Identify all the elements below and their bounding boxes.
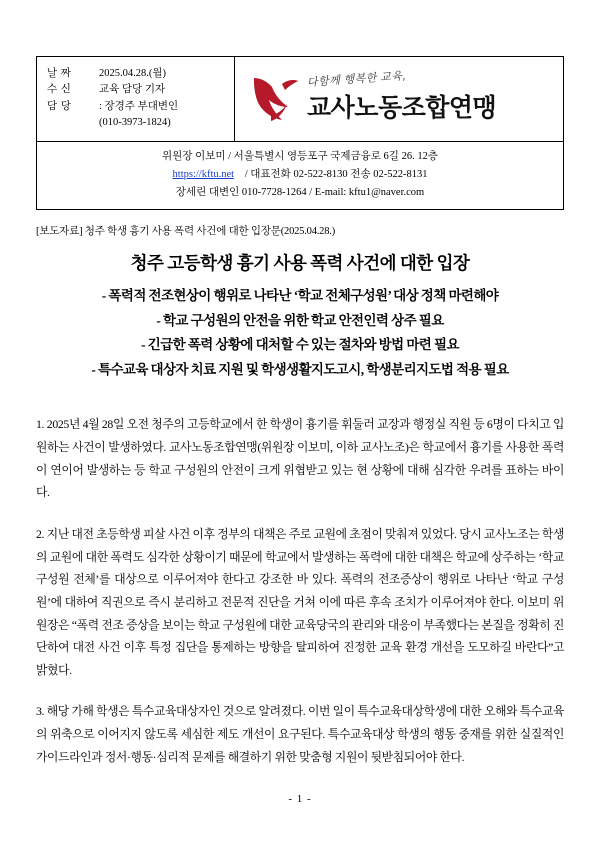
page-number: - 1 -	[288, 793, 312, 805]
subtitle-item: - 긴급한 폭력 상황에 대처할 수 있는 절차와 방법 마련 필요	[141, 337, 459, 353]
meta-value-date: 2025.04.28.(월)	[99, 68, 167, 79]
meta-value-contact-person: : 장경주 부대변인	[99, 100, 179, 112]
subtitle-item: - 폭력적 전조현상이 행위로 나타난 ‘학교 전체구성원’ 대상 정책 마련해야	[101, 287, 499, 303]
letterhead	[36, 56, 564, 210]
meta-label-date: 날 짜	[47, 68, 72, 79]
subtitle-item: - 특수교육 대상자 치료 지원 및 학생생활지도고시, 학생분리지도법 적용 필요	[91, 362, 509, 378]
meta-label-recipient: 수 신	[47, 84, 72, 96]
press-release-tag: [보도자료] 청주 학생 흉기 사용 폭력 사건에 대한 입장문(2025.04.28.)	[36, 225, 336, 237]
logo-text	[306, 70, 497, 124]
document-body	[36, 413, 564, 768]
dove-logo-icon	[249, 74, 301, 124]
letterhead-contact-block	[37, 142, 563, 209]
meta-row-date	[47, 66, 228, 82]
contact-address-line: 위원장 이보미 / 서울특별시 영등포구 국제금융로 6길 26. 12층	[162, 151, 438, 162]
body-paragraph: 2. 지난 대전 초등학생 피살 사건 이후 정부의 대책은 주로 교원에 초점이 맞춰져 있었다. 당시 교사노조는 학생의 교원에 대한 폭력도 심각한 상황이기 때문에 학교에서 발생하는 폭력에 대한 대책은 학교에 상주하는 ‘학교 구성원 전체’를 대상으로 이루어져야 한다고 강조한 바 있다. 폭력의 전조증상이 행위로 나타난 ‘학교 구성원’에 대하여 직권으로 즉시 분리하고 전문적 진단을 거쳐 이에 따른 후속 조치가 이루어져야 한다. 이보미 위원장은 “폭력 전조 증상을 보이는 학교 구성원에 대한 교육당국의 관리와 대응이 부족했다는 본질을 정확히 진단하여 대전 사건 이후 특정 집단을 통제하는 방향을 탈피하여 진정한 교육 환경 개선을 도모하길 바란다”고 밝혔다.	[36, 526, 564, 677]
letterhead-top	[37, 57, 563, 142]
subtitle-list	[36, 284, 564, 384]
contact-web-line	[45, 166, 555, 184]
organization-logo	[235, 57, 563, 141]
meta-value-recipient: 교육 담당 기자	[99, 84, 166, 96]
logo-slogan: 다함께 행복한 교육,	[306, 70, 407, 89]
meta-row-contact-person	[47, 99, 228, 115]
letterhead-meta	[37, 57, 235, 141]
meta-label-contact-person: 담 당	[47, 100, 72, 112]
logo-organization-name: 교사노동조합연맹	[307, 94, 497, 122]
document-title: 청주 고등학생 흉기 사용 폭력 사건에 대한 입장	[130, 252, 470, 273]
contact-phone-line: / 대표전화 02-522-8130 전송 02-522-8131	[244, 168, 428, 180]
meta-contact-phone: (010-3973-1824)	[99, 116, 171, 128]
contact-spokesperson-line: 장세린 대변인 010-7728-1264 / E-mail: kftu1@naver.com	[175, 186, 425, 198]
body-paragraph: 1. 2025년 4월 28일 오전 청주의 고등학교에서 한 학생이 흉기를 휘둘러 교장과 행정실 직원 등 6명이 다치고 입원하는 사건이 발생하였다. 교사노동조합연맹(위원장 이보미, 이하 교사노조)은 학교에서 흉기를 사용한 폭력이 연이어 발생하는 등 학교 구성원의 안전이 크게 위협받고 있는 현 상황에 대해 심각한 우려를 표하는 바이다.	[36, 417, 564, 500]
body-paragraph: 3. 해당 가해 학생은 특수교육대상자인 것으로 알려졌다. 이번 일이 특수교육대상학생에 대한 오해와 특수교육의 위축으로 이어지지 않도록 세심한 제도 개선이 요구된다. 특수교육대상 학생의 행동 중재를 위한 실질적인 가이드라인과 정서·행동·심리적 문제를 해결하기 위한 맞춤형 지원이 뒷받침되어야 한다.	[36, 704, 564, 764]
meta-row-recipient	[47, 82, 228, 98]
subtitle-item: - 학교 구성원의 안전을 위한 학교 안전인력 상주 필요	[156, 312, 444, 328]
website-link[interactable]: https://kftu.net	[172, 168, 235, 180]
